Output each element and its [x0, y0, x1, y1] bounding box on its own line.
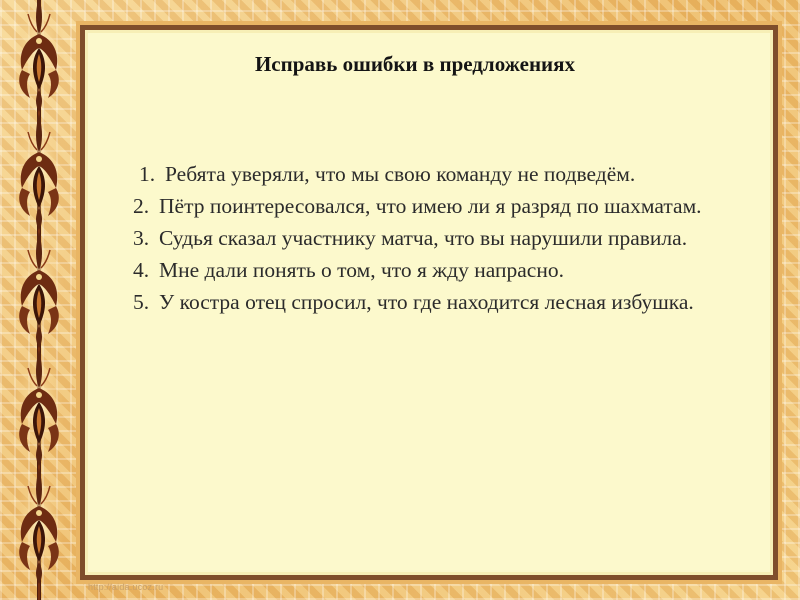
- item-text: Ребята уверяли, что мы свою команду не подведём.: [165, 162, 636, 186]
- item-text: Мне дали понять о том, что я жду напрасно.: [159, 258, 564, 282]
- item-number: 2.: [133, 194, 150, 218]
- task-list: [133, 158, 753, 318]
- list-item: [133, 190, 753, 222]
- item-text: Судья сказал участнику матча, что вы нарушили правила.: [159, 226, 688, 250]
- item-number: 4.: [133, 258, 150, 282]
- item-number: 3.: [133, 226, 150, 250]
- item-number: 1.: [139, 162, 156, 186]
- item-text: У костра отец спросил, что где находится лесная избушка.: [159, 290, 694, 314]
- list-item: [133, 158, 753, 190]
- ornamental-border-icon: [8, 0, 70, 600]
- list-item: [133, 222, 753, 254]
- slide-title: Исправь ошибки в предложениях: [254, 52, 576, 76]
- list-item: [133, 286, 753, 318]
- item-number: 5.: [133, 290, 150, 314]
- watermark: http://aida.ucoz.ru: [88, 582, 164, 592]
- content-panel: [80, 25, 778, 580]
- item-text: Пётр поинтересовался, что имею ли я разряд по шахматам.: [159, 194, 702, 218]
- list-item: [133, 254, 753, 286]
